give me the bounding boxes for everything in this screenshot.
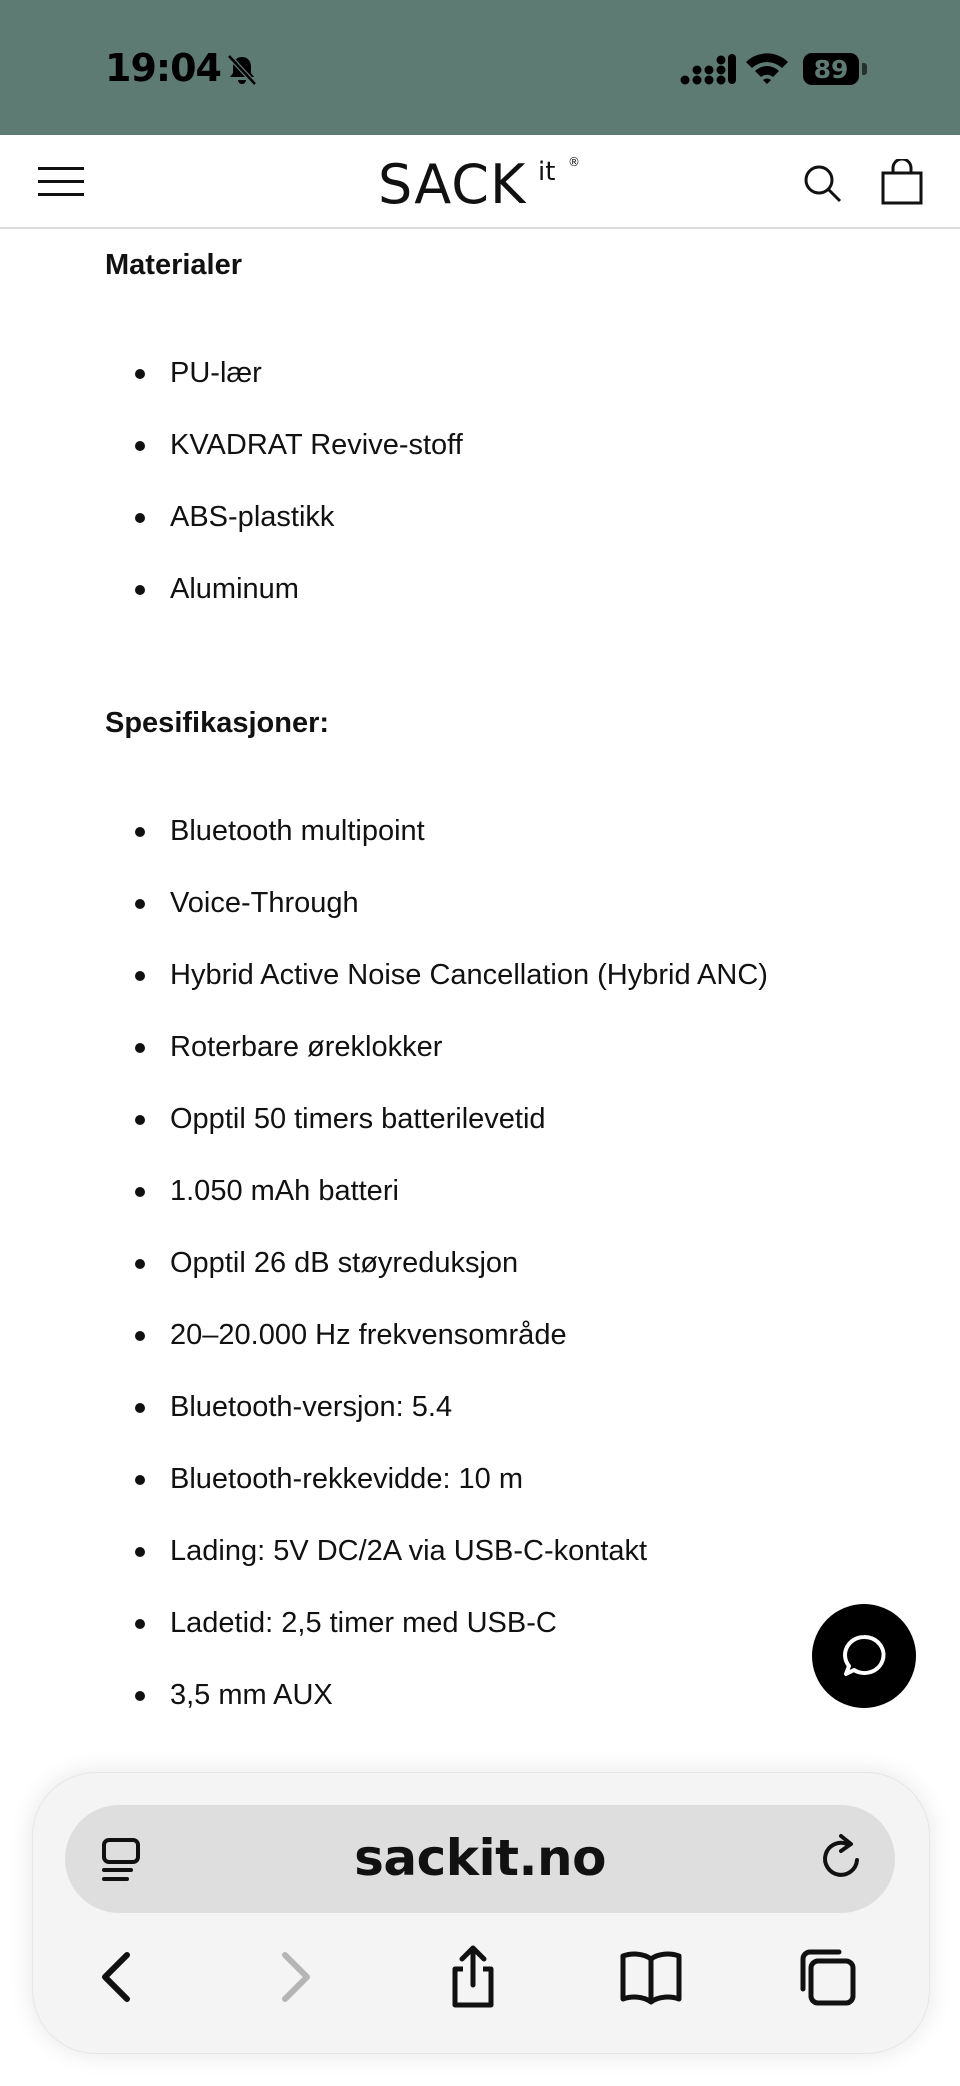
product-details	[105, 244, 925, 1746]
list-item: Opptil 50 timers batterilevetid	[105, 1098, 925, 1170]
status-bar	[0, 0, 960, 135]
list-item: 1.050 mAh batteri	[105, 1170, 925, 1242]
battery-tip	[862, 63, 867, 75]
browser-nav-row	[33, 1933, 929, 2023]
logo-sup: it	[538, 157, 556, 187]
chat-bubble-icon	[839, 1631, 889, 1681]
list-item: Lading: 5V DC/2A via USB-C-kontakt	[105, 1530, 925, 1602]
list-item: Bluetooth-rekkevidde: 10 m	[105, 1458, 925, 1530]
list-item: Opptil 26 dB støyreduksjon	[105, 1242, 925, 1314]
specs-heading: Spesifikasjoner:	[105, 707, 330, 739]
list-item: 3,5 mm AUX	[105, 1674, 925, 1746]
bell-slash-icon	[224, 52, 260, 88]
url-text: sackit.no	[354, 1829, 606, 1887]
site-header	[0, 135, 960, 229]
battery-indicator	[803, 53, 859, 85]
reload-icon[interactable]	[817, 1833, 865, 1883]
wifi-icon	[744, 50, 790, 86]
tabs-icon[interactable]	[795, 1945, 859, 2009]
status-time: 19:04	[105, 46, 221, 90]
list-item: ABS-plastikk	[105, 496, 925, 568]
list-item: Hybrid Active Noise Cancellation (Hybrid ANC)	[105, 954, 925, 1026]
materials-heading: Materialer	[105, 249, 243, 281]
list-item: KVADRAT Revive-stoff	[105, 424, 925, 496]
list-item: Roterbare øreklokker	[105, 1026, 925, 1098]
search-icon[interactable]	[802, 163, 842, 203]
specs-list	[105, 810, 925, 1746]
bookmarks-book-icon[interactable]	[619, 1945, 683, 2009]
shopping-bag-icon[interactable]	[880, 159, 924, 205]
list-item: PU-lær	[105, 352, 925, 424]
hamburger-menu-icon[interactable]	[38, 165, 84, 199]
logo-reg: ®	[568, 155, 580, 169]
materials-list	[105, 352, 925, 640]
list-item: Voice-Through	[105, 882, 925, 954]
battery-level: 89	[813, 54, 849, 84]
share-icon[interactable]	[441, 1945, 505, 2009]
back-chevron-icon[interactable]	[87, 1945, 151, 2009]
list-item: Aluminum	[105, 568, 925, 640]
list-item: 20–20.000 Hz frekvensområde	[105, 1314, 925, 1386]
cellular-signal-icon	[680, 52, 738, 86]
list-item: Bluetooth-versjon: 5.4	[105, 1386, 925, 1458]
chat-button[interactable]	[812, 1604, 916, 1708]
list-item: Bluetooth multipoint	[105, 810, 925, 882]
logo-main: SACK	[378, 153, 527, 216]
browser-toolbar	[32, 1772, 930, 2054]
address-bar[interactable]	[65, 1805, 895, 1913]
list-item: Ladetid: 2,5 timer med USB-C	[105, 1602, 925, 1674]
forward-chevron-icon[interactable]	[261, 1945, 325, 2009]
